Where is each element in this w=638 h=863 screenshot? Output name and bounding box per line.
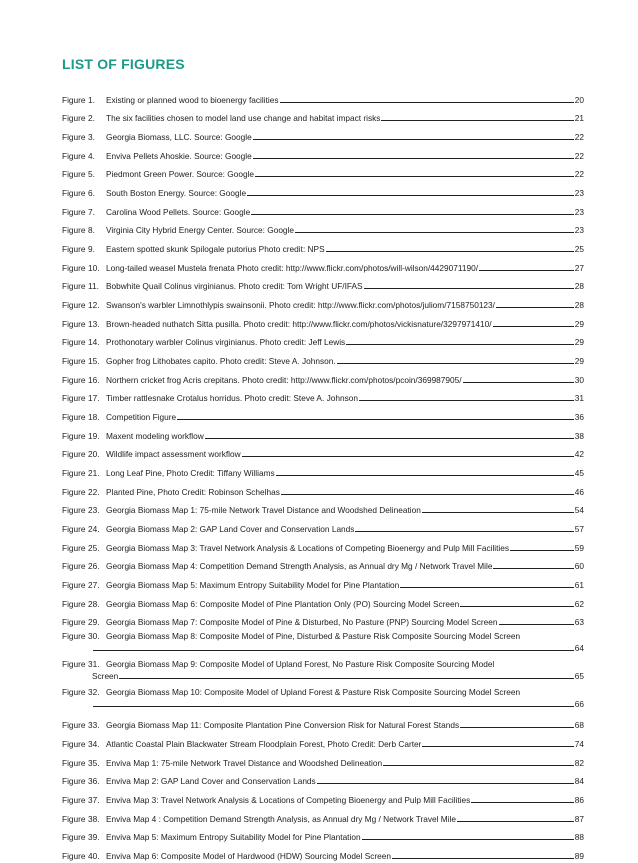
leader-line: [119, 678, 573, 679]
figure-number: 31.: [88, 659, 100, 670]
figure-number: 9.: [88, 244, 95, 255]
figure-number: 37.: [88, 794, 100, 805]
figure-label: Figure: [62, 486, 86, 497]
leader-line: [493, 568, 573, 569]
page-number: 86: [574, 794, 584, 805]
page-number: 28: [574, 281, 584, 292]
figure-caption: Georgia Biomass Map 7: Composite Model of Pine & Disturbed, No Pasture (PNP) Sourcing Model Screen: [106, 617, 498, 628]
figure-entry[interactable]: [62, 368, 584, 387]
page-number: 22: [574, 150, 584, 161]
figure-caption: Georgia Biomass Map 10: Composite Model of Upland Forest & Pasture Risk Composite Sourcing Model Screen: [106, 687, 521, 698]
page-number: 84: [574, 776, 584, 787]
figure-entry[interactable]: [62, 770, 584, 789]
figure-number: 15.: [88, 356, 100, 367]
figure-number: 25.: [88, 542, 100, 553]
figure-entry[interactable]: [62, 237, 584, 256]
page-number: 59: [574, 542, 584, 553]
page-number: 45: [574, 468, 584, 479]
figure-label: Figure: [62, 430, 86, 441]
page-number: 61: [574, 580, 584, 591]
leader-line: [496, 307, 574, 308]
figure-label: Figure: [62, 94, 86, 105]
figure-caption: Long Leaf Pine, Photo Credit: Tiffany Williams: [106, 468, 275, 479]
figure-label: Figure: [62, 449, 86, 460]
figure-entry[interactable]: [62, 555, 584, 574]
figure-number: 12.: [88, 300, 100, 311]
page-number: 65: [574, 671, 584, 682]
figure-number: 19.: [88, 430, 100, 441]
leader-line: [457, 821, 574, 822]
figure-number: 28.: [88, 598, 100, 609]
leader-line: [251, 214, 574, 215]
figure-label: Figure: [62, 262, 86, 273]
leader-line: [255, 176, 574, 177]
figure-entry[interactable]: [62, 349, 584, 368]
figure-caption: Georgia Biomass Map 1: 75-mile Network Travel Distance and Woodshed Delineation: [106, 505, 421, 516]
figure-entry[interactable]: [62, 480, 584, 499]
figure-number: 10.: [88, 262, 100, 273]
figure-entry[interactable]: [62, 181, 584, 200]
figure-number: 2.: [88, 113, 95, 124]
page-number: 22: [574, 169, 584, 180]
page-number: 60: [574, 561, 584, 572]
figure-entry[interactable]: [62, 107, 584, 126]
leader-line: [422, 512, 574, 513]
leader-line: [510, 550, 574, 551]
figure-entry[interactable]: [62, 573, 584, 592]
figure-entry[interactable]: [62, 256, 584, 275]
figure-number: 16.: [88, 374, 100, 385]
page-number: 23: [574, 206, 584, 217]
figure-label: Figure: [62, 468, 86, 479]
leader-line: [364, 288, 574, 289]
leader-line: [276, 475, 574, 476]
figure-entry[interactable]: [62, 826, 584, 845]
figure-caption: Enviva Map 1: 75-mile Network Travel Distance and Woodshed Delineation: [106, 757, 383, 768]
page-number: 22: [574, 132, 584, 143]
page-number: 29: [574, 318, 584, 329]
figure-number: 14.: [88, 337, 100, 348]
page-number: 25: [574, 244, 584, 255]
figure-number: 6.: [88, 188, 95, 199]
figure-caption: Georgia Biomass Map 6: Composite Model of Pine Plantation Only (PO) Sourcing Model Screen: [106, 598, 460, 609]
figure-caption: Enviva Map 5: Maximum Entropy Suitability Model for Pine Plantation: [106, 832, 361, 843]
figure-entry[interactable]: [62, 275, 584, 294]
figure-label: Figure: [62, 542, 86, 553]
figure-label: Figure: [62, 813, 86, 824]
figure-label: Figure: [62, 505, 86, 516]
leader-line: [295, 232, 574, 233]
figure-label: Figure: [62, 132, 86, 143]
leader-line: [479, 270, 574, 271]
leader-line: [499, 624, 574, 625]
figure-caption-continued: Screen: [92, 671, 119, 682]
figure-number: 30.: [88, 631, 100, 642]
figure-entry[interactable]: [62, 461, 584, 480]
figure-number: 35.: [88, 757, 100, 768]
figure-caption: Prothonotary warbler Colinus virginianus. Photo credit: Jeff Lewis: [106, 337, 346, 348]
page-number: 88: [574, 832, 584, 843]
figure-caption: Existing or planned wood to bioenergy facilities: [106, 94, 279, 105]
figure-caption: Georgia Biomass Map 11: Composite Plantation Pine Conversion Risk for Natural Forest Stands: [106, 720, 460, 731]
figure-label: Figure: [62, 225, 86, 236]
page-number: 30: [574, 374, 584, 385]
figure-caption: Northern cricket frog Acris crepitans. Photo credit: http://www.flickr.com/photos/pcoin/369987905/: [106, 374, 462, 385]
figure-entry[interactable]: [62, 629, 584, 657]
page-number: 29: [574, 356, 584, 367]
figure-entry[interactable]: [62, 611, 584, 630]
page-number: 28: [574, 300, 584, 311]
figure-caption: Georgia Biomass Map 3: Travel Network Analysis & Locations of Competing Bioenergy and Pulp Mill Facilities: [106, 542, 510, 553]
leader-line: [362, 839, 574, 840]
figure-label: Figure: [62, 720, 86, 731]
figure-label: Figure: [62, 598, 86, 609]
figure-label: Figure: [62, 561, 86, 572]
figure-label: Figure: [62, 832, 86, 843]
page-number: 23: [574, 225, 584, 236]
leader-line: [463, 382, 574, 383]
leader-line: [493, 326, 574, 327]
figure-label: Figure: [62, 659, 86, 670]
figure-number: 5.: [88, 169, 95, 180]
figure-entry[interactable]: [62, 713, 584, 732]
figure-caption: South Boston Energy. Source: Google: [106, 188, 247, 199]
figure-caption: Bobwhite Quail Colinus virginianus. Photo credit: Tom Wright UF/IFAS: [106, 281, 363, 292]
figure-label: Figure: [62, 113, 86, 124]
figure-caption: Swanson's warbler Limnothlypis swainsonii. Photo credit: http://www.flickr.com/photos/juliom/7158750123/: [106, 300, 495, 311]
figure-label: Figure: [62, 244, 86, 255]
figure-label: Figure: [62, 150, 86, 161]
figure-number: 34.: [88, 738, 100, 749]
leader-line: [392, 858, 574, 859]
figure-number: 38.: [88, 813, 100, 824]
leader-line: [177, 419, 574, 420]
figure-label: Figure: [62, 374, 86, 385]
page-number: 31: [574, 393, 584, 404]
figure-caption: Piedmont Green Power. Source: Google: [106, 169, 255, 180]
figure-label: Figure: [62, 738, 86, 749]
figure-number: 11.: [88, 281, 99, 292]
figure-caption: Georgia Biomass, LLC. Source: Google: [106, 132, 252, 143]
page-number: 36: [574, 412, 584, 423]
figure-caption: Competition Figure: [106, 412, 177, 423]
page-number: 82: [574, 757, 584, 768]
figure-label: Figure: [62, 631, 86, 642]
figure-number: 27.: [88, 580, 100, 591]
figure-caption: Georgia Biomass Map 9: Composite Model of Upland Forest, No Pasture Risk Composite Sourcing Model: [106, 659, 495, 670]
figure-caption: Enviva Map 4 : Competition Demand Strength Analysis, as Annual dry Mg / Network Travel Mile: [106, 813, 457, 824]
figure-entry[interactable]: [62, 424, 584, 443]
figure-caption: Georgia Biomass Map 2: GAP Land Cover and Conservation Lands: [106, 524, 355, 535]
figure-caption: Timber rattlesnake Crotalus horridus. Photo credit: Steve A. Johnson: [106, 393, 358, 404]
figure-number: 20.: [88, 449, 100, 460]
figure-label: Figure: [62, 300, 86, 311]
figure-label: Figure: [62, 169, 86, 180]
figure-entry[interactable]: [62, 331, 584, 350]
figure-number: 13.: [88, 318, 100, 329]
leader-line: [93, 650, 574, 651]
figure-number: 22.: [88, 486, 100, 497]
figure-number: 23.: [88, 505, 100, 516]
page-number: 66: [574, 699, 584, 710]
page-number: 64: [574, 643, 584, 654]
page-number: 68: [574, 720, 584, 731]
page-number: 89: [574, 850, 584, 861]
page-number: 63: [574, 617, 584, 628]
figure-number: 8.: [88, 225, 95, 236]
figure-caption: Georgia Biomass Map 8: Composite Model of Pine, Disturbed & Pasture Risk Composite Sourcing Model Screen: [106, 631, 521, 642]
figure-label: Figure: [62, 850, 86, 861]
figure-caption: Maxent modeling workflow: [106, 430, 204, 441]
figure-caption: The six facilities chosen to model land use change and habitat impact risks: [106, 113, 381, 124]
figure-entry[interactable]: [62, 536, 584, 555]
page-number: 27: [574, 262, 584, 273]
leader-line: [422, 746, 573, 747]
figure-entry[interactable]: [62, 163, 584, 182]
figure-label: Figure: [62, 206, 86, 217]
figure-label: Figure: [62, 580, 86, 591]
figure-caption: Georgia Biomass Map 5: Maximum Entropy Suitability Model for Pine Plantation: [106, 580, 400, 591]
figure-entry[interactable]: [62, 788, 584, 807]
figure-caption: Virginia City Hybrid Energy Center. Source: Google: [106, 225, 295, 236]
figure-entry[interactable]: [62, 685, 584, 713]
figure-label: Figure: [62, 524, 86, 535]
leader-line: [355, 531, 573, 532]
figure-number: 36.: [88, 776, 100, 787]
page-number: 20: [574, 94, 584, 105]
leader-line: [93, 706, 574, 707]
figure-entry[interactable]: [62, 592, 584, 611]
figure-number: 7.: [88, 206, 95, 217]
leader-line: [337, 363, 574, 364]
page-number: 57: [574, 524, 584, 535]
figure-entry[interactable]: [62, 657, 584, 685]
figure-number: 40.: [88, 850, 100, 861]
figure-caption: Atlantic Coastal Plain Blackwater Stream Floodplain Forest, Photo Credit: Derb Carter: [106, 738, 422, 749]
figure-label: Figure: [62, 412, 86, 423]
figure-caption: Enviva Map 3: Travel Network Analysis & Locations of Competing Bioenergy and Pulp Mill Facilities: [106, 794, 471, 805]
page-title: LIST OF FIGURES: [62, 56, 185, 72]
leader-line: [471, 802, 573, 803]
leader-line: [253, 158, 574, 159]
figure-number: 1.: [88, 94, 95, 105]
page-number: 21: [574, 113, 584, 124]
leader-line: [400, 587, 573, 588]
page-number: 87: [574, 813, 584, 824]
figure-caption: Enviva Map 6: Composite Model of Hardwood (HDW) Sourcing Model Screen: [106, 850, 391, 861]
figure-caption: Gopher frog Lithobates capito. Photo credit: Steve A. Johnson.: [106, 356, 336, 367]
figure-entry[interactable]: [62, 732, 584, 751]
figure-number: 18.: [88, 412, 100, 423]
page-number: 46: [574, 486, 584, 497]
leader-line: [381, 120, 573, 121]
figure-number: 24.: [88, 524, 100, 535]
figure-entry[interactable]: [62, 751, 584, 770]
figure-entry[interactable]: [62, 144, 584, 163]
figure-number: 29.: [88, 617, 100, 628]
figure-label: Figure: [62, 776, 86, 787]
figure-entry[interactable]: [62, 312, 584, 331]
leader-line: [242, 456, 574, 457]
figure-caption: Enviva Pellets Ahoskie. Source: Google: [106, 150, 252, 161]
figure-caption: Wildlife impact assessment workflow: [106, 449, 241, 460]
figure-number: 26.: [88, 561, 100, 572]
page-number: 29: [574, 337, 584, 348]
figure-entry[interactable]: [62, 405, 584, 424]
figure-label: Figure: [62, 356, 86, 367]
leader-line: [326, 251, 574, 252]
figure-label: Figure: [62, 687, 86, 698]
figure-label: Figure: [62, 318, 86, 329]
figure-label: Figure: [62, 337, 86, 348]
leader-line: [460, 727, 574, 728]
figure-entry[interactable]: [62, 293, 584, 312]
figure-caption: Planted Pine, Photo Credit: Robinson Schelhas: [106, 486, 280, 497]
leader-line: [346, 344, 574, 345]
leader-line: [247, 195, 574, 196]
page-number: 38: [574, 430, 584, 441]
figure-caption: Carolina Wood Pellets. Source: Google: [106, 206, 251, 217]
page-number: 23: [574, 188, 584, 199]
figure-caption: Long-tailed weasel Mustela frenata Photo credit: http://www.flickr.com/photos/will-wilson/4429071190/: [106, 262, 479, 273]
figure-caption: Georgia Biomass Map 4: Competition Demand Strength Analysis, as Annual dry Mg / Network Travel Mile: [106, 561, 493, 572]
figure-number: 17.: [88, 393, 100, 404]
leader-line: [281, 494, 574, 495]
figure-entry[interactable]: [62, 88, 584, 107]
leader-line: [383, 765, 574, 766]
figure-label: Figure: [62, 188, 86, 199]
figure-number: 39.: [88, 832, 100, 843]
figure-label: Figure: [62, 794, 86, 805]
figure-entry[interactable]: [62, 219, 584, 238]
figure-number: 32.: [88, 687, 100, 698]
figure-number: 3.: [88, 132, 95, 143]
leader-line: [317, 783, 574, 784]
figure-entry[interactable]: [62, 443, 584, 462]
figure-label: Figure: [62, 757, 86, 768]
page-number: 42: [574, 449, 584, 460]
page-number: 62: [574, 598, 584, 609]
figure-list: [62, 88, 584, 863]
figure-entry[interactable]: [62, 200, 584, 219]
figure-number: 4.: [88, 150, 95, 161]
figure-number: 21.: [88, 468, 100, 479]
figure-entry[interactable]: [62, 844, 584, 863]
figure-entry[interactable]: [62, 387, 584, 406]
leader-line: [280, 102, 574, 103]
figure-entry[interactable]: [62, 517, 584, 536]
figure-entry[interactable]: [62, 499, 584, 518]
page-number: 74: [574, 738, 584, 749]
figure-entry[interactable]: [62, 125, 584, 144]
page-number: 54: [574, 505, 584, 516]
leader-line: [253, 139, 574, 140]
leader-line: [359, 400, 574, 401]
figure-label: Figure: [62, 617, 86, 628]
figure-entry[interactable]: [62, 807, 584, 826]
figure-number: 33.: [88, 720, 100, 731]
figure-caption: Enviva Map 2: GAP Land Cover and Conservation Lands: [106, 776, 316, 787]
figure-label: Figure: [62, 393, 86, 404]
figure-label: Figure: [62, 281, 86, 292]
leader-line: [460, 606, 574, 607]
figure-caption: Brown-headed nuthatch Sitta pusilla. Photo credit: http://www.flickr.com/photos/vickisnature/3297971410/: [106, 318, 492, 329]
figure-caption: Eastern spotted skunk Spilogale putorius Photo credit: NPS: [106, 244, 325, 255]
leader-line: [205, 438, 574, 439]
